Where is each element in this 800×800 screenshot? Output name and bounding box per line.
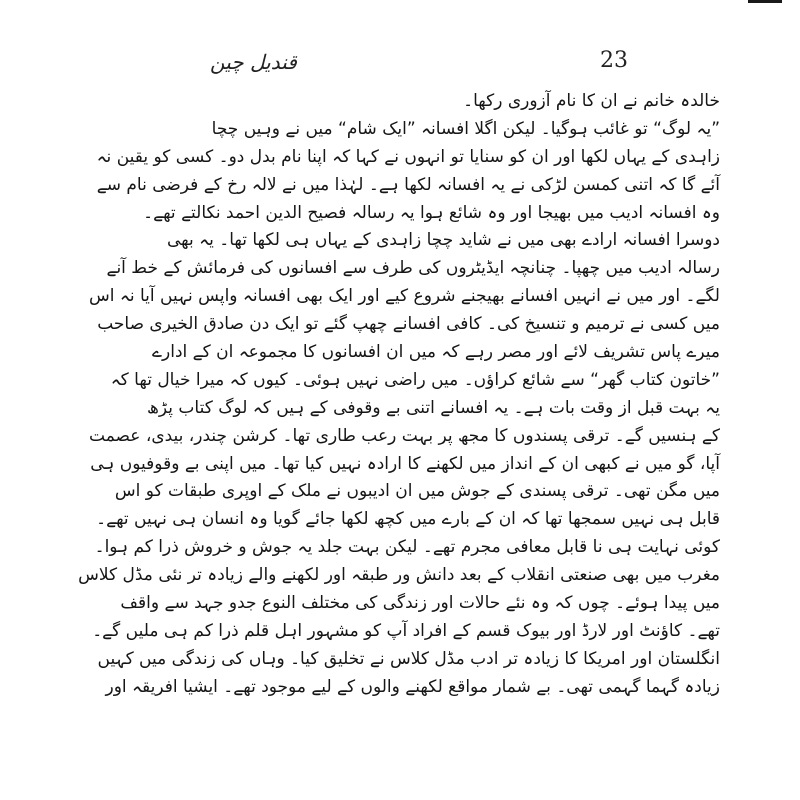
text-line: آئے گا کہ اتنی کمسن لڑکی نے یہ افسانہ لکھا ہے۔ لہٰذا میں نے لالہ رخ کے فرضی نام سے <box>96 174 720 195</box>
text-line: رسالہ ادیب میں چھپا۔ چنانچہ ایڈیٹروں کی طرف سے افسانوں کی فرمائش کے خط آنے <box>106 258 720 279</box>
text-line: لگے۔ اور میں نے انہیں افسانے بھیجنے شروع کیے اور ایک بھی افسانہ واپس نہیں آیا نہ اس <box>88 286 720 307</box>
text-line: میرے پاس تشریف لائے اور مصر رہے کہ میں ان افسانوں کا مجموعہ ان کے ادارے <box>152 342 720 363</box>
text-line: مغرب میں بھی صنعتی انقلاب کے بعد دانش ور طبقہ اور لکھنے والے زیادہ تر نئی مڈل کلاس <box>78 565 720 586</box>
page-number: 23 <box>600 48 628 73</box>
text-line: وہ افسانہ ادیب میں بھیجا اور وہ شائع ہوا یہ رسالہ فصیح الدین احمد نکالتے تھے۔ <box>143 202 720 223</box>
text-line: ”خاتون کتاب گھر“ سے شائع کراؤں۔ میں راضی نہیں ہوئی۔ کیوں کہ میرا خیال تھا کہ <box>110 369 720 390</box>
text-line: آپا، گو میں نے کبھی ان کے انداز میں لکھنے کا ارادہ نہیں کیا تھا۔ میں اپنی بے وقوفیوں ہی <box>90 453 720 474</box>
text-line: تھے۔ کاؤنٹ اور لارڈ اور بیوک قسم کے افراد آپ کو مشہور اہل قلم ذرا کم ہی ملیں گے۔ <box>92 620 720 641</box>
text-line: میں مگن تھی۔ ترقی پسندی کے جوش میں ان ادیبوں نے ملک کے اوپری طبقات کو اس <box>114 481 720 502</box>
text-line: کوئی نہایت ہی نا قابل معافی مجرم تھے۔ لیکن بہت جلد یہ جوش و خروش ذرا کم ہوا۔ <box>94 537 720 558</box>
text-line: میں پیدا ہوئے۔ چوں کہ وہ نئے حالات اور زندگی کی مختلف النوع جدو جہد سے واقف <box>120 593 720 614</box>
text-line: زیادہ گہما گہمی تھی۔ بے شمار مواقع لکھنے والوں کے لیے موجود تھے۔ ایشیا افریقہ اور <box>105 676 720 697</box>
text-line: یہ بہت قبل از وقت بات ہے۔ یہ افسانے اتنی بے وقوفی کے ہیں کہ لوگ کتاب پڑھ <box>147 397 720 418</box>
text-line: کے ہنسیں گے۔ ترقی پسندوں کا مجھ پر بہت رعب طاری تھا۔ کرشن چندر، بیدی، عصمت <box>89 425 720 446</box>
text-line: میں کسی نے ترمیم و تنسیخ کی۔ کافی افسانے چھپ گئے تو ایک دن صادق الخیری صاحب <box>97 314 720 335</box>
text-line: انگلستان اور امریکا کا زیادہ تر ادب مڈل کلاس نے تخلیق کیا۔ وہاں کی زندگی میں کہیں <box>97 648 720 669</box>
page-header <box>210 48 628 80</box>
top-edge-rule <box>748 0 782 3</box>
text-line: ”یہ لوگ“ تو غائب ہوگیا۔ لیکن اگلا افسانہ ”ایک شام“ میں نے وہیں چچا <box>211 118 720 139</box>
body-text <box>78 88 720 758</box>
text-line: قابل ہی نہیں سمجھا تھا کہ ان کے بارے میں کچھ لکھا جائے گویا وہ انسان ہی نہیں تھے۔ <box>96 509 720 530</box>
text-line: خالدہ خانم نے ان کا نام آزوری رکھا۔ <box>463 91 720 111</box>
running-title: قندیل چین <box>210 50 297 74</box>
text-line: دوسرا افسانہ ارادے بھی میں نے شاید چچا زاہدی کے یہاں ہی لکھا تھا۔ یہ بھی <box>167 230 720 251</box>
text-line: زاہدی کے یہاں لکھا اور ان کو سنایا تو انہوں نے کہا کہ اپنا نام بدل دو۔ کسی کو یقین نہ <box>96 146 720 167</box>
